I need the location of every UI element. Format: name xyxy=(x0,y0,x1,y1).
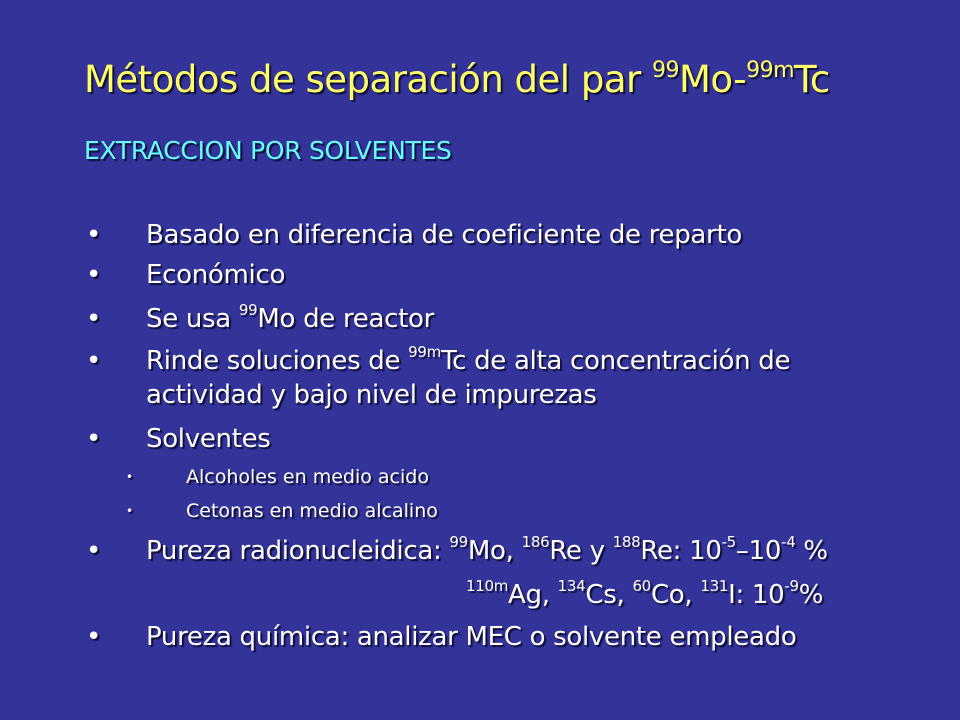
bullet-glyph: • xyxy=(86,346,102,376)
subbullet-glyph: • xyxy=(126,504,134,518)
bullet-text: Económico xyxy=(146,260,286,290)
purity-label: Pureza radionucleidica: xyxy=(146,536,450,566)
purity-text: –10 xyxy=(735,536,782,566)
purity-text: Cs, xyxy=(585,580,633,610)
title-sup-mass-tc: 99m xyxy=(746,58,795,83)
mass-number: 99m xyxy=(408,343,441,361)
mass-number: 186 xyxy=(521,533,550,551)
slide-title xyxy=(84,58,830,101)
mass-number: 99 xyxy=(238,301,258,319)
purity-text: Ag, xyxy=(508,580,558,610)
bullet-glyph: • xyxy=(86,424,102,454)
bullet-text xyxy=(146,534,828,568)
bullet-text: Pureza química: analizar MEC o solvente empleado xyxy=(146,622,797,652)
bullet-text xyxy=(146,302,434,336)
title-tc: Tc xyxy=(794,58,830,101)
mass-number: 134 xyxy=(557,577,586,595)
bullet-glyph: • xyxy=(86,220,102,250)
exponent: -5 xyxy=(721,533,736,551)
title-main: Métodos de separación del par xyxy=(84,58,652,101)
title-sup-mass-mo: 99 xyxy=(652,58,679,83)
mass-number: 99 xyxy=(449,533,468,551)
mass-number: 110m xyxy=(466,577,509,595)
purity-text: % xyxy=(798,580,824,610)
purity-text: Re: 10 xyxy=(640,536,722,566)
bullet-text-post: Mo de reactor xyxy=(257,304,434,334)
purity-line2 xyxy=(466,578,823,612)
title-mo: Mo- xyxy=(679,58,747,101)
bullet-text: Solventes xyxy=(146,424,271,454)
bullet-text-post: Tc de alta concentración de xyxy=(440,346,791,376)
bullet-text-pre: Se usa xyxy=(146,304,239,334)
slide-subtitle: EXTRACCION POR SOLVENTES xyxy=(84,136,452,165)
mass-number: 60 xyxy=(632,577,651,595)
exponent: -9 xyxy=(784,577,799,595)
subbullet-text: Cetonas en medio alcalino xyxy=(186,500,438,522)
mass-number: 131 xyxy=(700,577,729,595)
purity-text: Re y xyxy=(549,536,613,566)
bullet-text xyxy=(146,344,790,378)
bullet-text-pre: Rinde soluciones de xyxy=(146,346,409,376)
bullet-glyph: • xyxy=(86,304,102,334)
purity-text: % xyxy=(795,536,828,566)
mass-number: 188 xyxy=(612,533,641,551)
bullet-text: Basado en diferencia de coeficiente de reparto xyxy=(146,220,742,250)
bullet-glyph: • xyxy=(86,260,102,290)
subbullet-glyph: • xyxy=(126,470,134,484)
subbullet-text: Alcoholes en medio acido xyxy=(186,466,429,488)
exponent: -4 xyxy=(781,533,796,551)
purity-text: Co, xyxy=(650,580,701,610)
bullet-glyph: • xyxy=(86,536,102,566)
purity-text: I: 10 xyxy=(728,580,785,610)
bullet-glyph: • xyxy=(86,622,102,652)
purity-text: Mo, xyxy=(467,536,522,566)
bullet-text-continuation: actividad y bajo nivel de impurezas xyxy=(146,380,597,410)
